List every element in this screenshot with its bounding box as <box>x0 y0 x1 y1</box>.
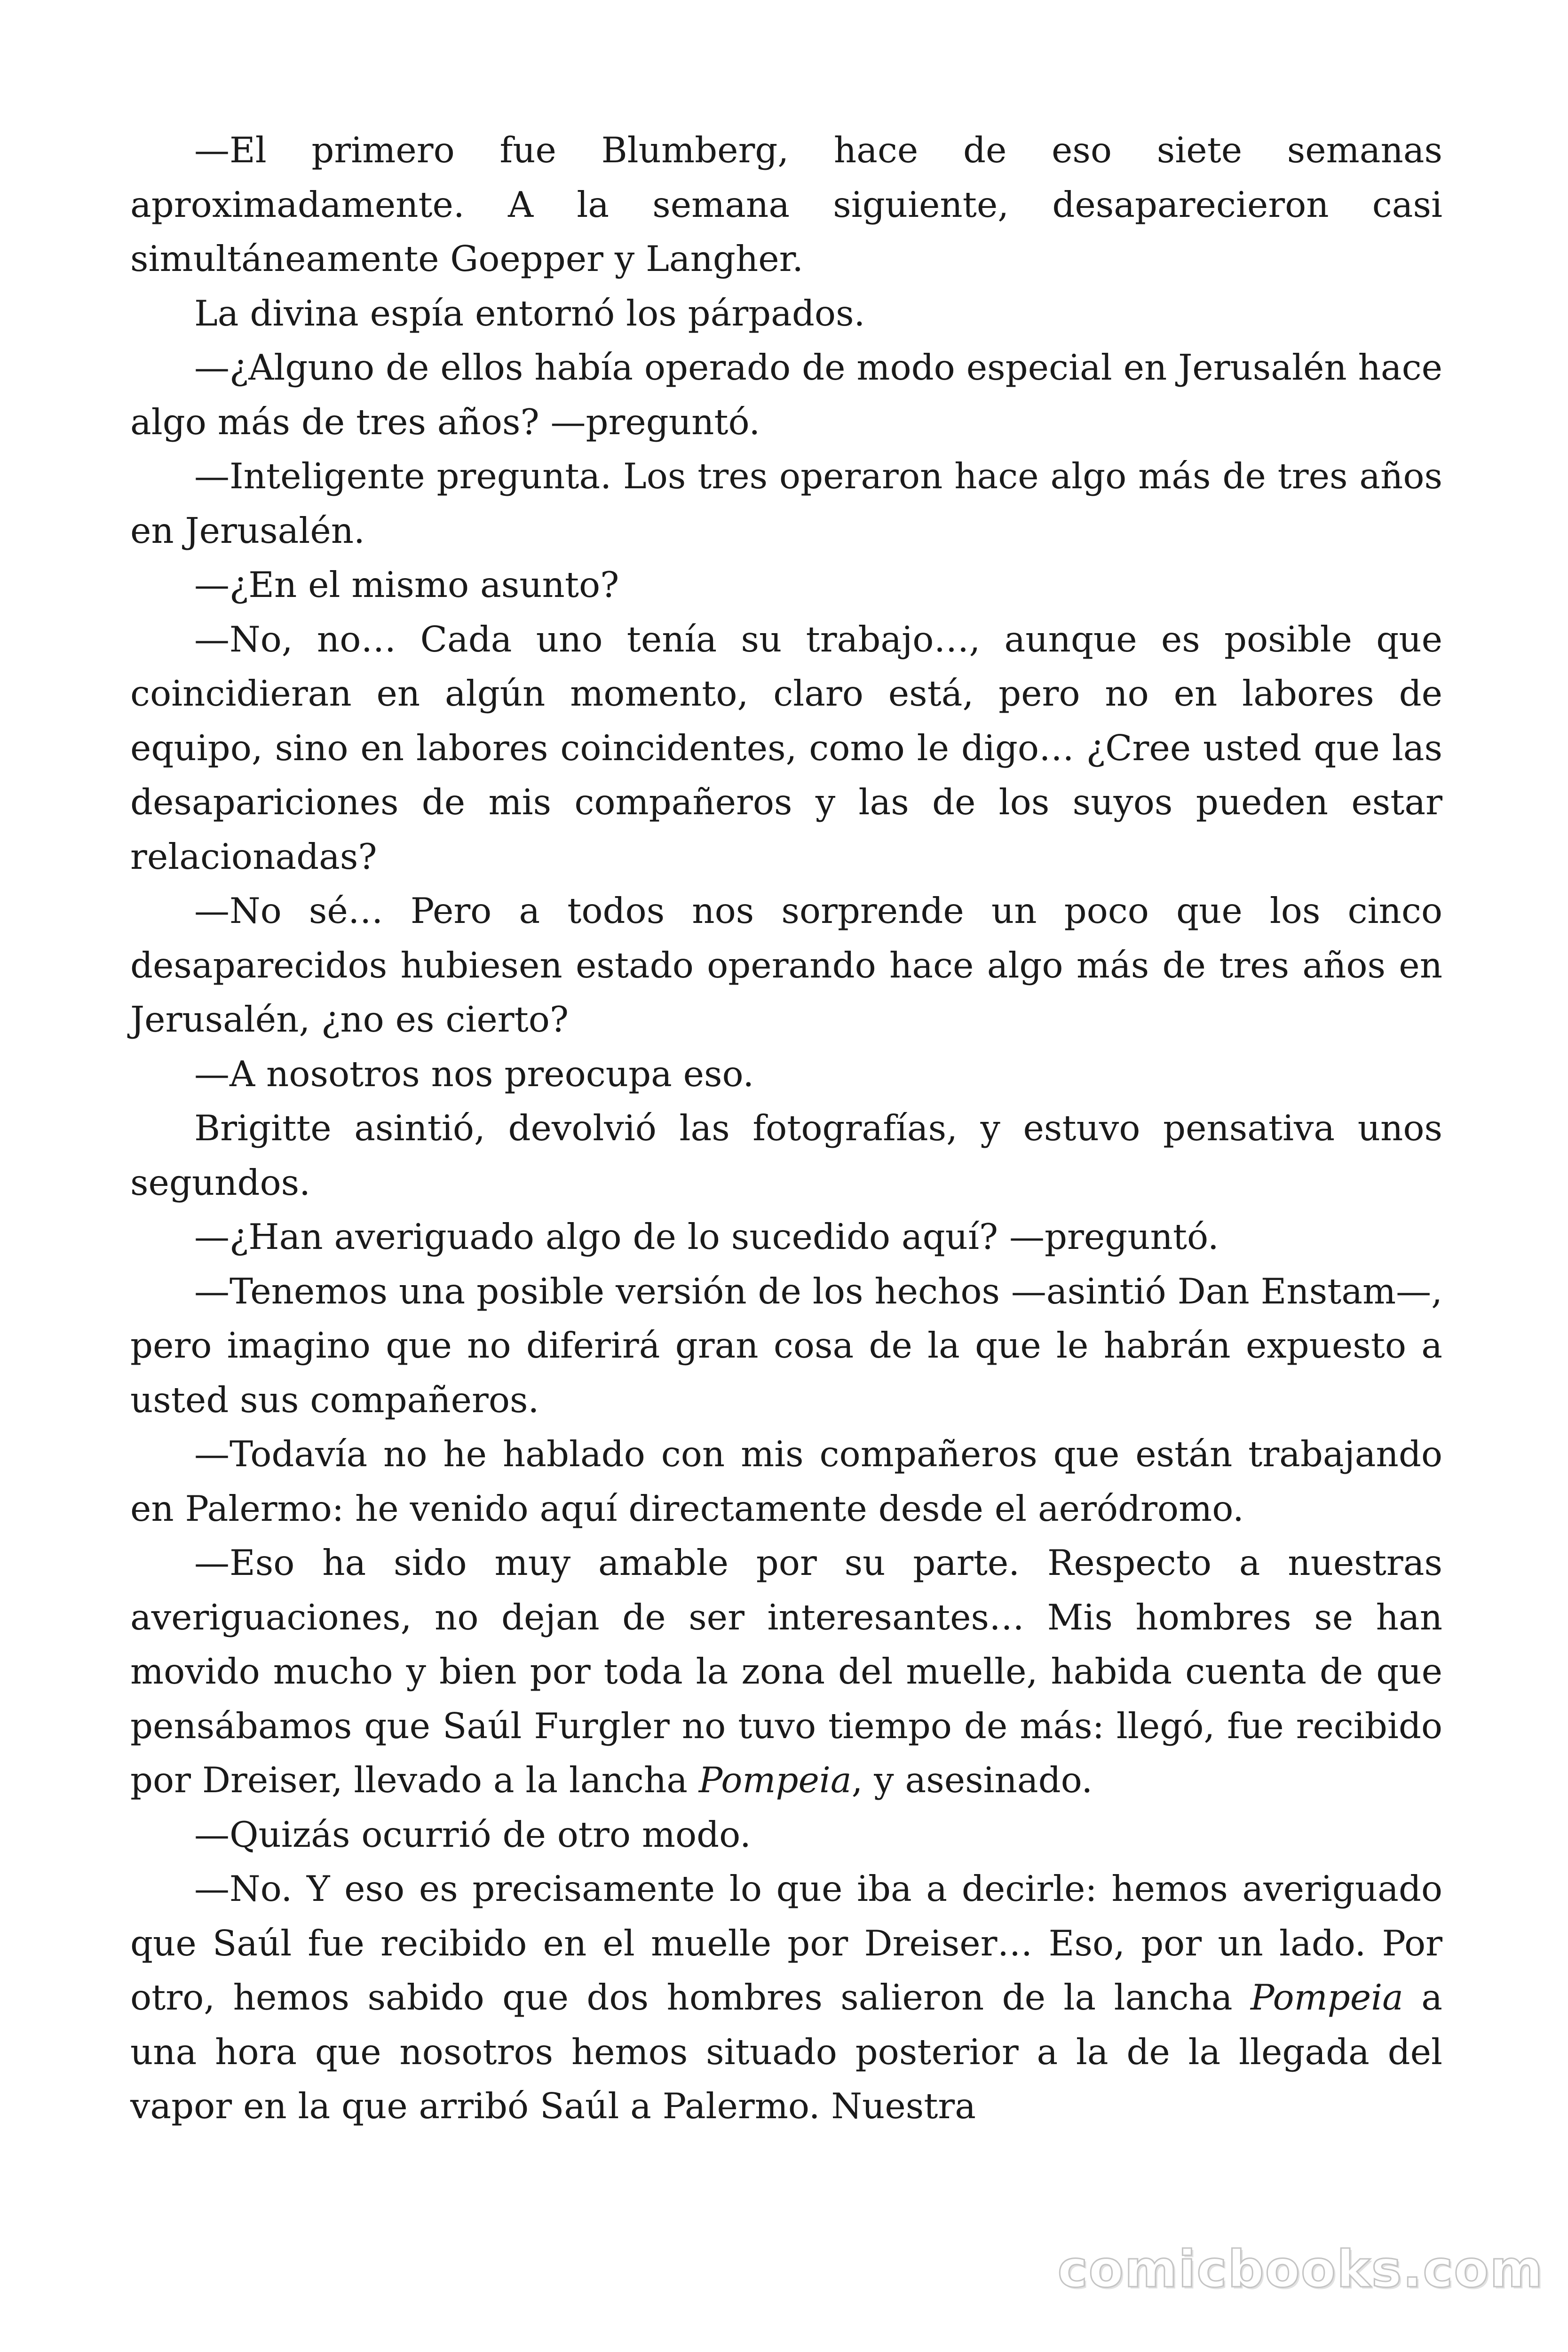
paragraph: —¿Han averiguado algo de lo sucedido aquí? —preguntó. <box>194 1216 1219 1257</box>
paragraph: —Quizás ocurrió de otro modo. <box>194 1813 751 1855</box>
paragraph-text: a una hora que nosotros hemos situado posterior a la de la llegada del vapor en la que arribó Saúl a Palermo. Nuestra <box>130 1977 1443 2127</box>
paragraph: La divina espía entornó los párpados. <box>194 292 865 334</box>
page-text <box>130 123 1442 2134</box>
paragraph <box>130 1862 1442 2134</box>
paragraph: —No, no… Cada uno tenía su trabajo…, aunque es posible que coincidieran en algún momento, claro está, pero no en labores de equipo, sino en labores coincidentes, como le digo… ¿Cree usted que las desapariciones de mis compañeros y las de los suyos pueden estar relacionadas? <box>130 618 1442 877</box>
paragraph <box>130 1536 1442 1808</box>
paragraph: —Tenemos una posible versión de los hechos —asintió Dan Enstam—, pero imagino que no diferirá gran cosa de la que le habrán expuesto a usted sus compañeros. <box>130 1270 1442 1421</box>
paragraph: —No sé… Pero a todos nos sorprende un poco que los cinco desaparecidos hubiesen estado operando hace algo más de tres años en Jerusalén, ¿no es cierto? <box>130 890 1442 1040</box>
ship-name: Pompeia <box>1251 1977 1403 2018</box>
paragraph-text: , y asesinado. <box>851 1759 1093 1801</box>
paragraph: —¿En el mismo asunto? <box>194 564 619 605</box>
paragraph-text: —No. Y eso es precisamente lo que iba a decirle: hemos averiguado que Saúl fue recibido en el muelle por Dreiser… Eso, por un lado. Por otro, hemos sabido que dos hombres salieron de la lancha <box>130 1868 1442 2018</box>
ship-name: Pompeia <box>698 1759 852 1801</box>
paragraph: —A nosotros nos preocupa eso. <box>194 1053 754 1095</box>
watermark-logo: comicbooks.com <box>1057 2240 1544 2299</box>
paragraph: —¿Alguno de ellos había operado de modo especial en Jerusalén hace algo más de tres años? —preguntó. <box>130 347 1442 443</box>
paragraph: —Todavía no he hablado con mis compañeros que están trabajando en Palermo: he venido aquí directamente desde el aeródromo. <box>130 1433 1442 1529</box>
paragraph: —El primero fue Blumberg, hace de eso siete semanas aproximadamente. A la semana siguiente, desaparecieron casi simultáneamente Goepper y Langher. <box>130 129 1442 279</box>
paragraph-text: —Eso ha sido muy amable por su parte. Respecto a nuestras averiguaciones, no dejan de ser interesantes… Mis hombres se han movido mucho y bien por toda la zona del muelle, habida cuenta de que pensábamos que Saúl Furgler no tuvo tiempo de más: llegó, fue recibido por Dreiser, llevado a la lancha <box>130 1542 1442 1801</box>
paragraph: —Inteligente pregunta. Los tres operaron hace algo más de tres años en Jerusalén. <box>130 455 1442 551</box>
paragraph: Brigitte asintió, devolvió las fotografías, y estuvo pensativa unos segundos. <box>130 1107 1442 1203</box>
